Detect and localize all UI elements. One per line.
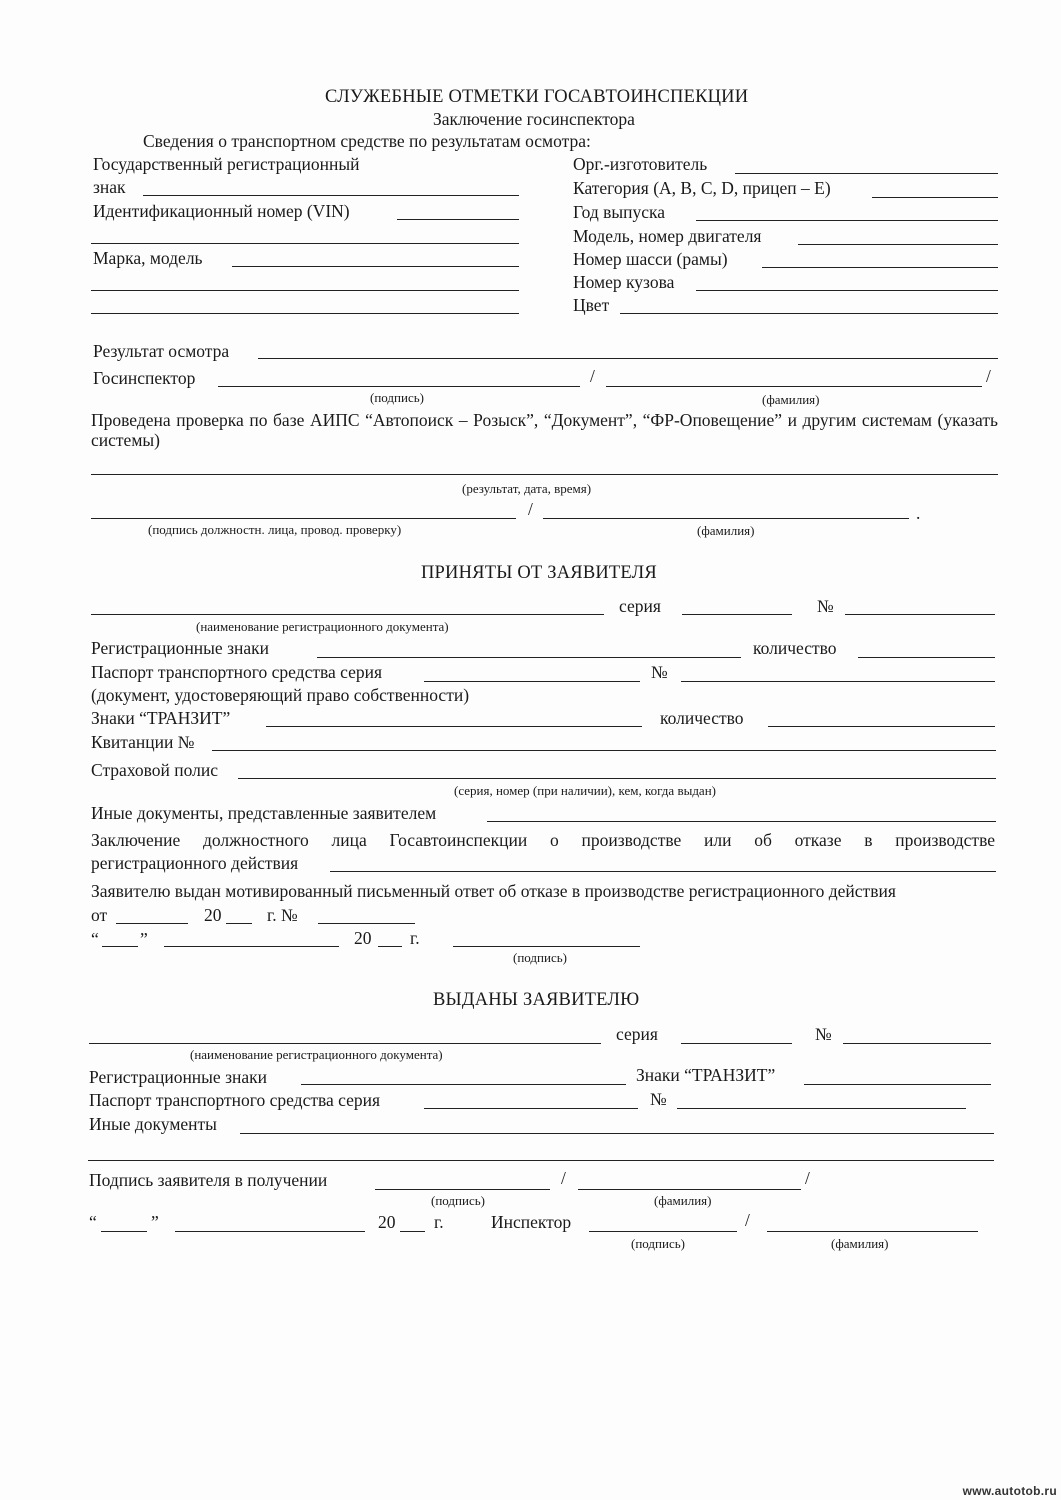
other-docs-label: Иные документы, представленные заявителем <box>91 803 437 823</box>
issued-passport-label: Паспорт транспортного средства серия <box>89 1090 381 1110</box>
year-prefix: 20 <box>204 905 222 925</box>
check-result-caption: (результат, дата, время) <box>462 481 592 496</box>
issued-year-field[interactable] <box>400 1231 425 1232</box>
quote-close: ” <box>140 929 148 949</box>
form-title: СЛУЖЕБНЫЕ ОТМЕТКИ ГОСАВТОИНСПЕКЦИИ <box>325 87 749 107</box>
applicant-surname-caption: (фамилия) <box>654 1193 712 1208</box>
year-number-label: г. № <box>267 905 298 925</box>
applicant-signature-field[interactable] <box>375 1189 550 1190</box>
applicant-surname-field[interactable] <box>578 1189 801 1190</box>
other-docs-field[interactable] <box>487 821 996 822</box>
issued-section-title: ВЫДАНЫ ЗАЯВИТЕЛЮ <box>433 990 640 1010</box>
official-surname-caption: (фамилия) <box>697 523 755 538</box>
passport-series-field[interactable] <box>424 681 640 682</box>
issued-inspector-surname-caption: (фамилия) <box>831 1236 889 1251</box>
category-label: Категория (А, В, С, D, прицеп – Е) <box>573 178 831 198</box>
result-label: Результат осмотра <box>93 341 230 361</box>
dot: . <box>916 503 921 523</box>
issued-month-field[interactable] <box>175 1231 365 1232</box>
issued-reg-plates-label: Регистрационные знаки <box>89 1067 267 1087</box>
reg-sign-label-2: знак <box>93 177 126 197</box>
watermark: www.autotob.ru <box>962 1484 1057 1498</box>
official-surname-field[interactable] <box>543 518 909 519</box>
make-model-field-2[interactable] <box>91 290 519 291</box>
year-field[interactable] <box>696 220 998 221</box>
signature-caption: (подпись) <box>370 390 424 405</box>
issued-passport-number-field[interactable] <box>677 1108 966 1109</box>
issued-day-field[interactable] <box>101 1231 147 1232</box>
issued-other-docs-field-2[interactable] <box>88 1160 994 1161</box>
year-suffix: г. <box>410 928 420 948</box>
quantity-label: количество <box>753 638 837 658</box>
refusal-year-field[interactable] <box>226 923 252 924</box>
form-subtitle: Заключение госинспектора <box>433 109 635 129</box>
receipts-label: Квитанции № <box>91 732 195 752</box>
refusal-number-field[interactable] <box>318 923 415 924</box>
refusal-signature-caption: (подпись) <box>513 950 567 965</box>
surname-caption: (фамилия) <box>762 392 820 407</box>
issued-series-field[interactable] <box>681 1043 792 1044</box>
issued-transit-field[interactable] <box>804 1084 991 1085</box>
engine-label: Модель, номер двигателя <box>573 226 762 246</box>
accepted-section-title: ПРИНЯТЫ ОТ ЗАЯВИТЕЛЯ <box>421 563 657 583</box>
conclusion-label: Заключение должностного лица Госавтоинспекции о производстве или об отказе в производстве <box>91 830 995 850</box>
reg-plates-field[interactable] <box>317 657 741 658</box>
issued-transit-label: Знаки “ТРАНЗИТ” <box>636 1065 776 1085</box>
issued-doc-name-caption: (наименование регистрационного документа) <box>190 1047 443 1062</box>
make-model-field-3[interactable] <box>91 313 519 314</box>
issued-other-docs-field[interactable] <box>240 1133 994 1134</box>
passport-series-label: Паспорт транспортного средства серия <box>91 662 383 682</box>
result-field[interactable] <box>258 358 998 359</box>
conclusion-field[interactable] <box>330 871 996 872</box>
series-label: серия <box>619 596 661 616</box>
reg-sign-label: Государственный регистрационный <box>93 154 360 174</box>
applicant-signature-label: Подпись заявителя в получении <box>89 1170 328 1190</box>
slash: / <box>528 499 533 519</box>
passport-number-label: № <box>651 662 668 682</box>
category-field[interactable] <box>872 197 998 198</box>
issued-inspector-signature-field[interactable] <box>589 1231 737 1232</box>
reg-sign-field[interactable] <box>143 195 519 196</box>
reg-plates-label: Регистрационные знаки <box>91 638 269 658</box>
quote-close: ” <box>151 1212 159 1232</box>
chassis-label: Номер шасси (рамы) <box>573 249 728 269</box>
check-result-field[interactable] <box>91 474 998 475</box>
number-field[interactable] <box>845 614 995 615</box>
refusal-year-field-2[interactable] <box>378 946 402 947</box>
inspector-surname-field[interactable] <box>606 386 982 387</box>
slash: / <box>745 1210 750 1230</box>
slash: / <box>590 366 595 386</box>
make-model-field[interactable] <box>232 266 519 267</box>
vin-field[interactable] <box>397 219 519 220</box>
vin-field-2[interactable] <box>91 243 519 244</box>
manufacturer-label: Орг.-изготовитель <box>573 154 708 174</box>
engine-field[interactable] <box>798 244 998 245</box>
issued-number-label: № <box>815 1024 832 1044</box>
year-suffix: г. <box>434 1212 444 1232</box>
refusal-date-field[interactable] <box>116 923 188 924</box>
number-label: № <box>817 596 834 616</box>
series-field[interactable] <box>682 614 792 615</box>
color-label: Цвет <box>573 295 610 315</box>
transit-quantity-field[interactable] <box>768 726 995 727</box>
official-signature-field[interactable] <box>91 518 516 519</box>
applicant-signature-caption: (подпись) <box>431 1193 485 1208</box>
year-prefix: 20 <box>354 928 372 948</box>
slash: / <box>805 1168 810 1188</box>
insurance-caption: (серия, номер (при наличии), кем, когда выдан) <box>454 783 716 798</box>
ownership-doc-label: (документ, удостоверяющий право собственности) <box>91 685 470 705</box>
transit-quantity-label: количество <box>660 708 744 728</box>
slash: / <box>986 366 991 386</box>
issued-series-label: серия <box>616 1024 658 1044</box>
issued-passport-series-field[interactable] <box>424 1108 638 1109</box>
issued-inspector-signature-caption: (подпись) <box>631 1236 685 1251</box>
insurance-label: Страховой полис <box>91 760 219 780</box>
vin-label: Идентификационный номер (VIN) <box>93 201 350 221</box>
official-signature-caption: (подпись должностн. лица, провод. проверку) <box>148 522 402 537</box>
year-prefix: 20 <box>378 1212 396 1232</box>
inspector-label: Госинспектор <box>93 368 196 388</box>
chassis-field[interactable] <box>762 267 998 268</box>
issued-other-docs-label: Иные документы <box>89 1114 217 1134</box>
receipts-field[interactable] <box>212 750 996 751</box>
transit-label: Знаки “ТРАНЗИТ” <box>91 708 231 728</box>
body-label: Номер кузова <box>573 272 675 292</box>
issued-reg-plates-field[interactable] <box>301 1084 626 1085</box>
body-field[interactable] <box>696 290 998 291</box>
refusal-signature-field[interactable] <box>453 946 640 947</box>
manufacturer-field[interactable] <box>735 173 998 174</box>
issued-inspector-surname-field[interactable] <box>767 1231 978 1232</box>
issued-passport-number-label: № <box>650 1089 667 1109</box>
slash: / <box>561 1168 566 1188</box>
insurance-field[interactable] <box>238 778 996 779</box>
issued-doc-name-field[interactable] <box>89 1043 601 1044</box>
from-label: от <box>91 905 108 925</box>
doc-name-field[interactable] <box>91 614 604 615</box>
inspector-signature-field[interactable] <box>218 386 580 387</box>
make-model-label: Марка, модель <box>93 248 203 268</box>
passport-number-field[interactable] <box>681 681 995 682</box>
conclusion-label-2: регистрационного действия <box>91 853 299 873</box>
issued-inspector-label: Инспектор <box>491 1212 572 1232</box>
quantity-field[interactable] <box>858 657 995 658</box>
issued-number-field[interactable] <box>843 1043 991 1044</box>
quote-open: “ <box>91 929 99 949</box>
color-field[interactable] <box>620 313 998 314</box>
refusal-label: Заявителю выдан мотивированный письменный ответ об отказе в производстве регистрационного действия <box>91 881 896 901</box>
database-check-text: Проведена проверка по базе АИПС “Автопоиск – Розыск”, “Документ”, “ФР-Оповещение” и другим системам (указать системы) <box>91 410 998 450</box>
refusal-day-field[interactable] <box>102 946 138 947</box>
form-intro: Сведения о транспортном средстве по результатам осмотра: <box>143 131 591 151</box>
quote-open: “ <box>89 1212 97 1232</box>
refusal-month-field[interactable] <box>164 946 339 947</box>
doc-name-caption: (наименование регистрационного документа) <box>196 619 449 634</box>
transit-field[interactable] <box>266 726 642 727</box>
year-label: Год выпуска <box>573 202 666 222</box>
